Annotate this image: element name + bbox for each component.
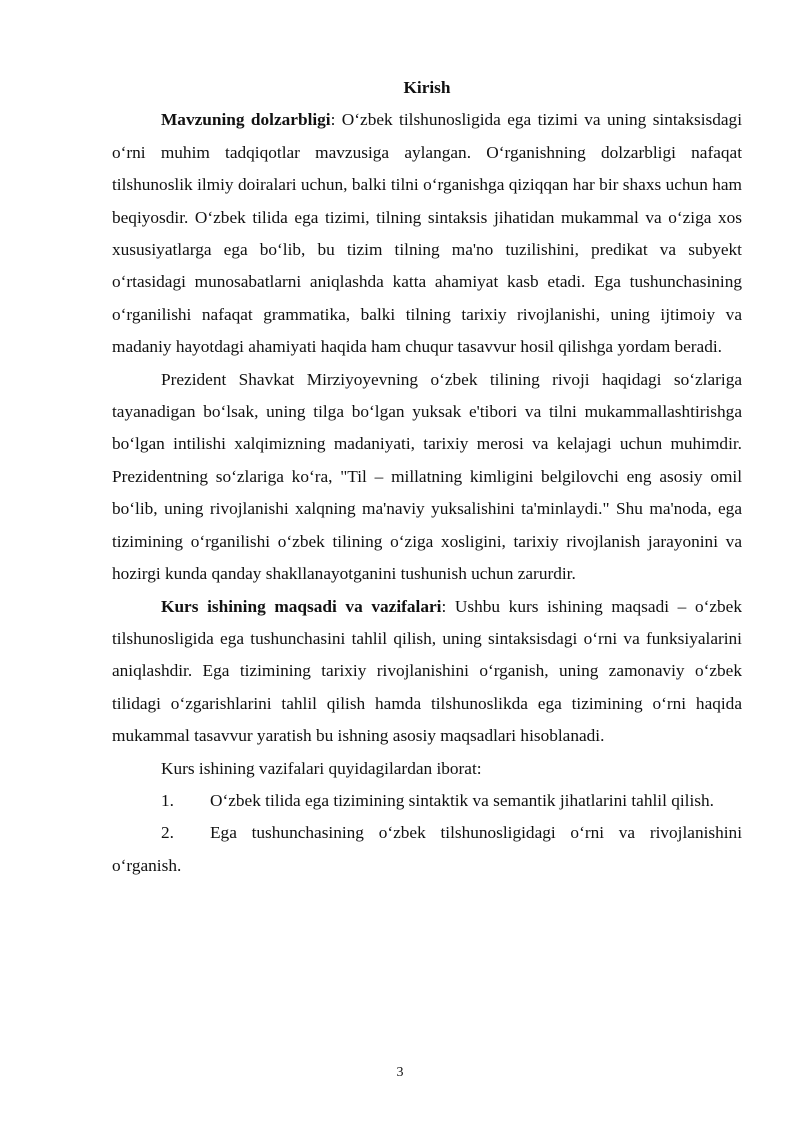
list-number: 1. xyxy=(161,790,174,810)
list-item xyxy=(112,785,742,817)
list-number: 2. xyxy=(161,823,174,843)
list-item-text: Ega tushunchasining o‘zbek tilshunosligidagi o‘rni va rivojlanishini o‘rganish. xyxy=(112,823,742,875)
paragraph-text: : Ushbu kurs ishining maqsadi – o‘zbek tilshunosligida ega tushunchasini tahlil qilish, uning sintaksisdagi o‘rni va funksiyalarini aniqlashdir. Ega tizimining tarixiy rivojlanishini o‘rganish, uning zamonaviy o‘zbek tilidagi o‘zgarishlarini tahlil qilish hamda tilshunoslikda ega tizimining o‘rni haqida mukammal tasavvur yaratish bu ishning asosiy maqsadlari hisoblanadi. xyxy=(112,596,742,746)
list-item xyxy=(112,817,742,882)
paragraph-president: Prezident Shavkat Mirziyoyevning o‘zbek tilining rivoji haqidagi so‘zlariga tayanadigan bo‘lsak, uning tilga bo‘lgan yuksak e'tibori va tilni mukammallashtirishga bo‘lgan intilishi xalqimizning madaniyati, tarixiy merosi va kelajagi uchun muhimdir. Prezidentning so‘zlariga ko‘ra, "Til – millatning kimligini belgilovchi eng asosiy omil bo‘lib, uning rivojlanishi xalqning ma'naviy yuksalishini ta'minlaydi." Shu ma'noda, ega tizimining o‘rganilishi o‘zbek tilining o‘ziga xosligini, tarixiy rivojlanish jarayonini va hozirgi kunda qanday shakllanayotganini tushunish uchun zarurdir. xyxy=(112,369,742,584)
page-number: 3 xyxy=(396,1065,404,1080)
paragraph-lead: Kurs ishining maqsadi va vazifalari xyxy=(161,596,442,616)
paragraph-tasks-intro: Kurs ishining vazifalari quyidagilardan iborat: xyxy=(161,758,482,778)
paragraph-relevance xyxy=(112,104,742,363)
paragraph-goals xyxy=(112,591,742,753)
paragraph-lead: Mavzuning dolzarbligi xyxy=(161,110,331,130)
document-page xyxy=(112,72,742,882)
list-item-text: O‘zbek tilida ega tizimining sintaktik va semantik jihatlarini tahlil qilish. xyxy=(210,790,714,810)
section-title: Kirish xyxy=(403,78,451,97)
paragraph-text: : O‘zbek tilshunosligida ega tizimi va uning sintaksisdagi o‘rni muhim tadqiqotlar mavzusiga aylangan. O‘rganishning dolzarbligi nafaqat tilshunoslik ilmiy doiralari uchun, balki tilni o‘rganishga qiziqqan har bir shaxs uchun ham beqiyosdir. O‘zbek tilida ega tizimi, tilning sintaksis jihatidan mukammal va o‘ziga xos xususiyatlarga ega bo‘lib, bu tizim tilning ma'no tuzilishini, predikat va subyekt o‘rtasidagi munosabatlarni aniqlashda katta ahamiyat kasb etadi. Ega tushunchasining o‘rganilishi nafaqat grammatika, balki tilning tarixiy rivojlanishi, uning ijtimoiy va madaniy hayotdagi ahamiyati haqida ham chuqur tasavvur hosil qilishga yordam beradi. xyxy=(112,110,742,357)
